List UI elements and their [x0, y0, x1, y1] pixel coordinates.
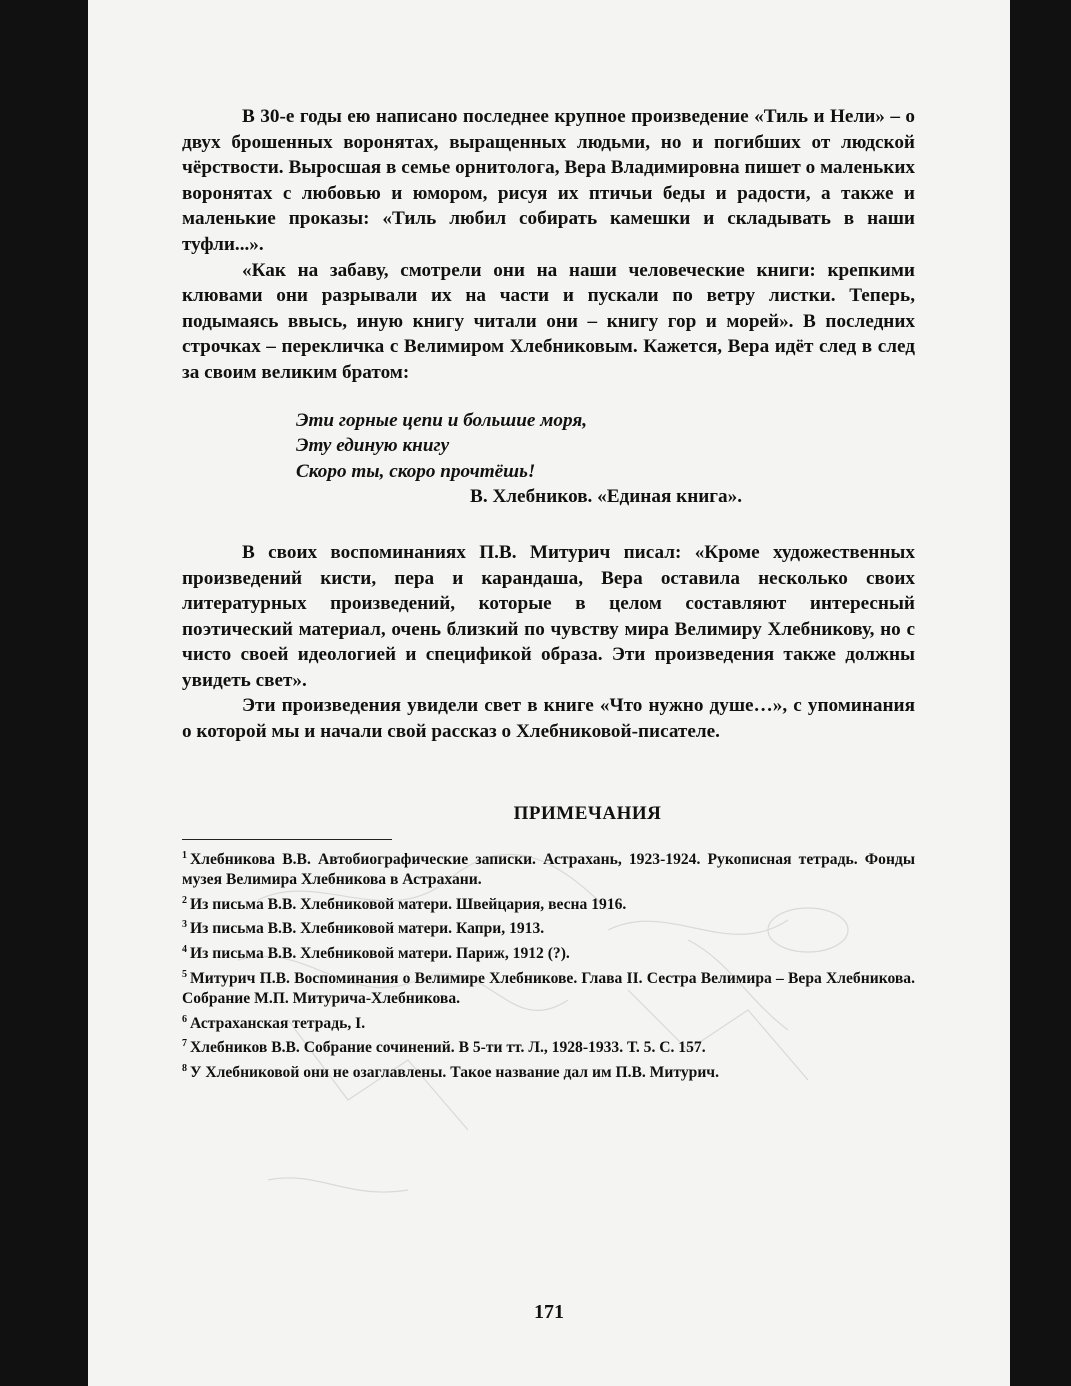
paragraph-4: Эти произведения увидели свет в книге «Что нужно душе…», с упоминания о которой мы и начали свой рассказ о Хлебниковой-писателе. — [182, 695, 915, 743]
footnote-number: 7 — [182, 1038, 187, 1050]
poem-quote — [296, 408, 915, 485]
footnote-number: 2 — [182, 894, 187, 906]
footnote-number: 4 — [182, 944, 187, 956]
footnote-item — [182, 940, 915, 965]
footnote-text: Из письма В.В. Хлебниковой матери. Капри, 1913. — [190, 920, 545, 938]
footnote-item — [182, 915, 915, 940]
footnotes-list — [182, 846, 915, 1084]
footnote-number: 5 — [182, 968, 187, 980]
footnote-number: 3 — [182, 919, 187, 931]
footnote-item — [182, 965, 915, 1010]
paragraph-3: В своих воспоминаниях П.В. Митурич писал: «Кроме художественных произведений кисти, пера и карандаша, Вера оставила несколько своих литературных произведений, которые в целом составляют интересный поэтический материал, очень близкий по чувству мира Велимиру Хлебникову, но с чисто своей идеологией и спецификой образа. Эти произведения также должны увидеть свет». — [182, 541, 915, 691]
footnote-item — [182, 1059, 915, 1084]
footnote-text: Хлебникова В.В. Автобиографические записки. Астрахань, 1923-1924. Рукописная тетрадь. Фонды музея Велимира Хлебникова в Астрахани. — [182, 850, 915, 889]
footnote-number: 1 — [182, 849, 187, 861]
notes-heading: ПРИМЕЧАНИЯ — [513, 802, 662, 824]
footnote-item — [182, 846, 915, 891]
page-number: 171 — [534, 1301, 564, 1323]
footnote-text: У Хлебниковой они не озаглавлены. Такое название дал им П.В. Митурич. — [190, 1064, 719, 1081]
footnote-text: Из письма В.В. Хлебниковой матери. Париж, 1912 (?). — [190, 945, 570, 963]
document-page — [88, 0, 1010, 1386]
footnote-text: Из письма В.В. Хлебниковой матери. Швейцария, весна 1916. — [190, 895, 627, 913]
page-content — [182, 104, 915, 1084]
footnote-item — [182, 891, 915, 916]
poem-line: Эти горные цепи и большие моря, — [296, 409, 588, 431]
paragraph-1: В 30-е годы ею написано последнее крупное произведение «Тиль и Нели» – о двух брошенных воронятах, выращенных людьми, но и погибших от людской чёрствости. Выросшая в семье орнитолога, Вера Владимировна пишет о маленьких воронятах с любовью и юмором, рисуя их птичьи беды и радости, а также и маленькие проказы: «Тиль любил собирать камешки и складывать в наши туфли...». — [182, 106, 915, 255]
poem-line: Скоро ты, скоро прочтёшь! — [296, 460, 536, 482]
footnote-item — [182, 1010, 915, 1035]
footnote-number: 6 — [182, 1013, 187, 1025]
footnote-text: Митурич П.В. Воспоминания о Велимире Хлебникове. Глава II. Сестра Велимира – Вера Хлебникова. Собрание М.П. Митурича-Хлебникова. — [182, 969, 915, 1008]
footnote-text: Астраханская тетрадь, I. — [190, 1014, 366, 1032]
footnote-text: Хлебников В.В. Собрание сочинений. В 5-ти тт. Л., 1928-1933. Т. 5. С. 157. — [190, 1039, 706, 1057]
poem-attribution: В. Хлебников. «Единая книга». — [470, 486, 742, 508]
footnote-number: 8 — [182, 1063, 187, 1074]
footnote-rule — [182, 839, 392, 840]
paragraph-2: «Как на забаву, смотрели они на наши человеческие книги: крепкими клювами они разрывали их на части и пускали по ветру листки. Теперь, подымаясь ввысь, иную книгу читали они – книгу гор и морей». В последних строчках – перекличка с Велимиром Хлебниковым. Кажется, Вера идёт след в след за своим великим братом: — [182, 259, 915, 383]
footnote-item — [182, 1034, 915, 1059]
poem-line: Эту единую книгу — [296, 435, 450, 457]
